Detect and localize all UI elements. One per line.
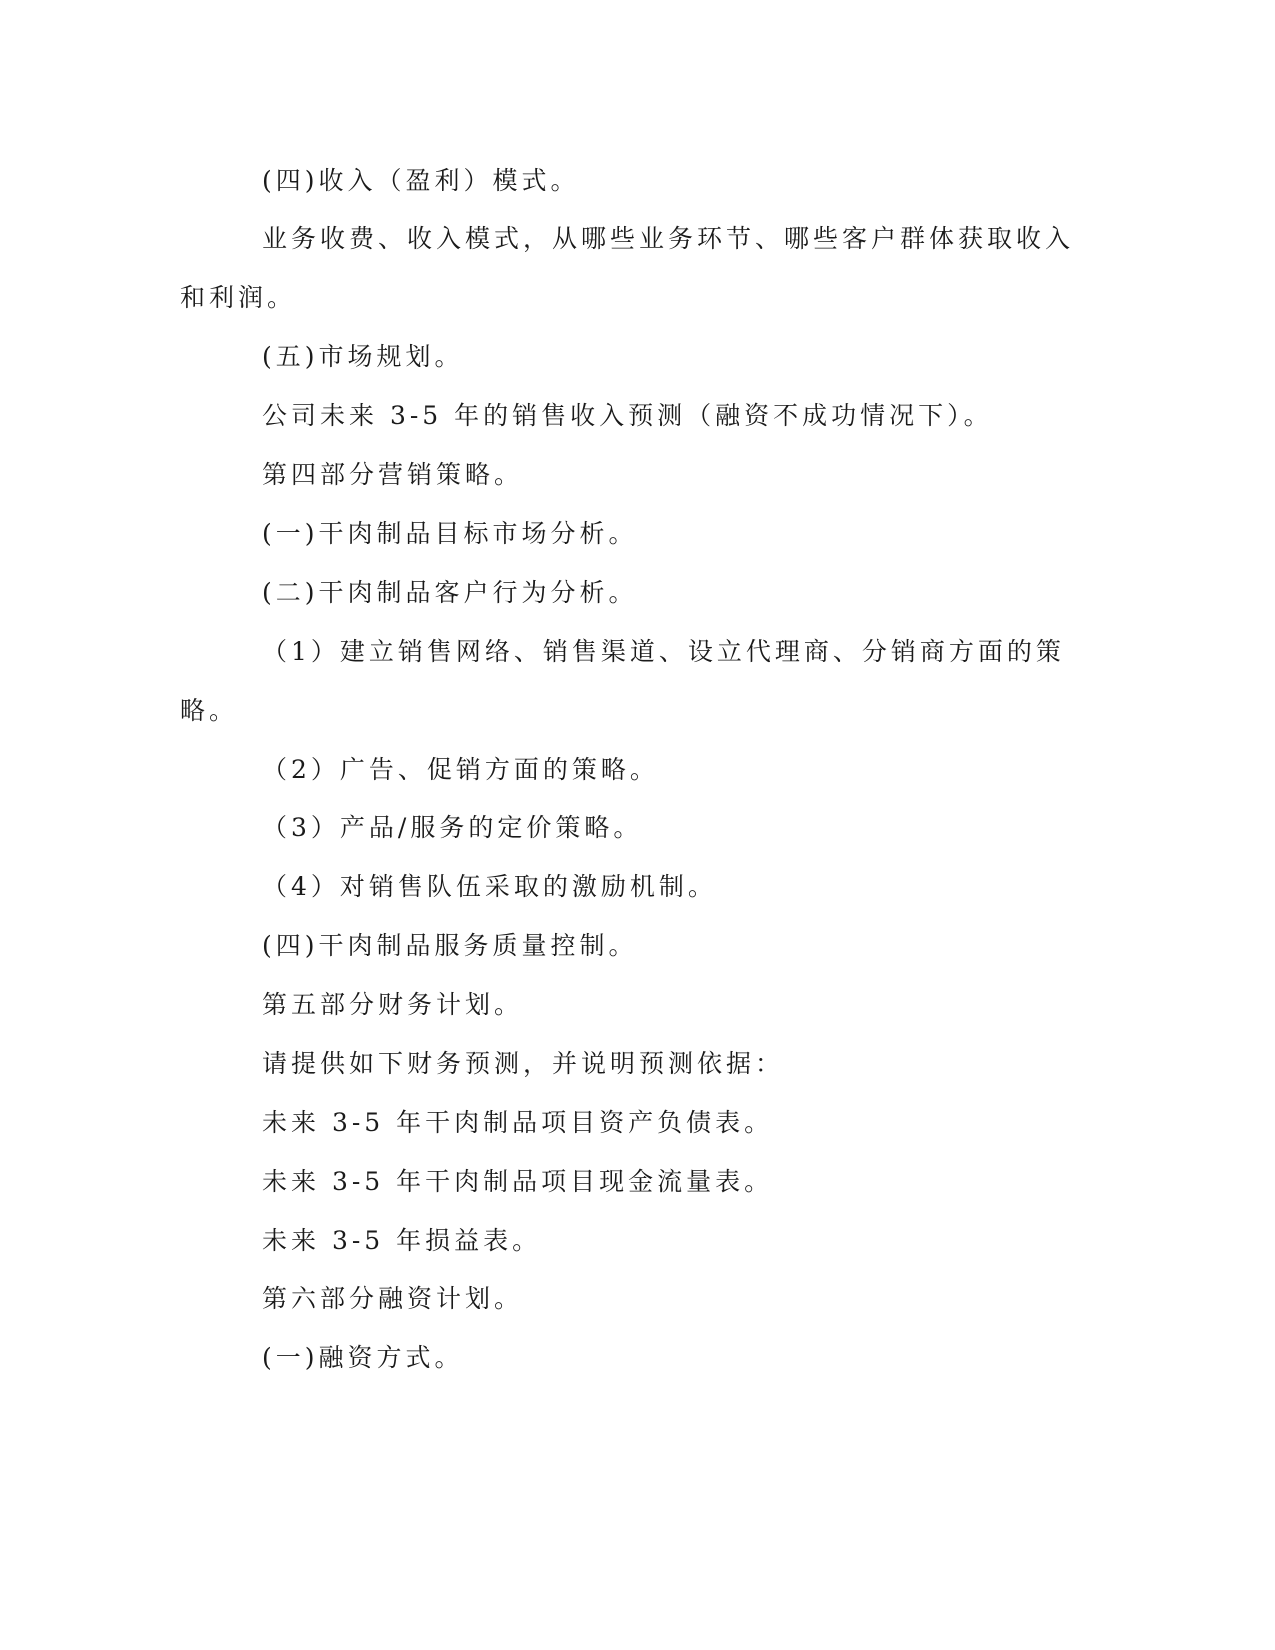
list-item: （2）广告、促销方面的策略。 xyxy=(262,755,659,784)
paragraph-line: 略。 xyxy=(180,696,239,725)
subheading: (一)干肉制品目标市场分析。 xyxy=(262,519,638,548)
list-item: （3）产品/服务的定价策略。 xyxy=(262,813,643,842)
section-heading: 第六部分融资计划。 xyxy=(262,1284,524,1313)
list-item: （4）对销售队伍采取的激励机制。 xyxy=(262,872,717,901)
subheading: (二)干肉制品客户行为分析。 xyxy=(262,578,638,607)
section-heading: 第四部分营销策略。 xyxy=(262,460,524,489)
heading-revenue-model: (四)收入（盈利）模式。 xyxy=(262,166,580,195)
paragraph-line: 未来 3-5 年干肉制品项目资产负债表。 xyxy=(262,1108,774,1137)
heading-market-planning: (五)市场规划。 xyxy=(262,342,464,371)
paragraph-line: 未来 3-5 年损益表。 xyxy=(262,1226,542,1255)
paragraph-line: 未来 3-5 年干肉制品项目现金流量表。 xyxy=(262,1167,774,1196)
section-heading: 第五部分财务计划。 xyxy=(262,990,524,1019)
paragraph-line: 业务收费、收入模式，从哪些业务环节、哪些客户群体获取收入 xyxy=(262,224,1075,253)
paragraph-line: 公司未来 3-5 年的销售收入预测（融资不成功情况下）。 xyxy=(262,401,993,430)
subheading: (一)融资方式。 xyxy=(262,1343,464,1372)
subheading: (四)干肉制品服务质量控制。 xyxy=(262,931,638,960)
list-item: （1）建立销售网络、销售渠道、设立代理商、分销商方面的策 xyxy=(262,637,1065,666)
paragraph-line: 请提供如下财务预测，并说明预测依据： xyxy=(262,1049,785,1078)
paragraph-line: 和利润。 xyxy=(180,283,297,312)
